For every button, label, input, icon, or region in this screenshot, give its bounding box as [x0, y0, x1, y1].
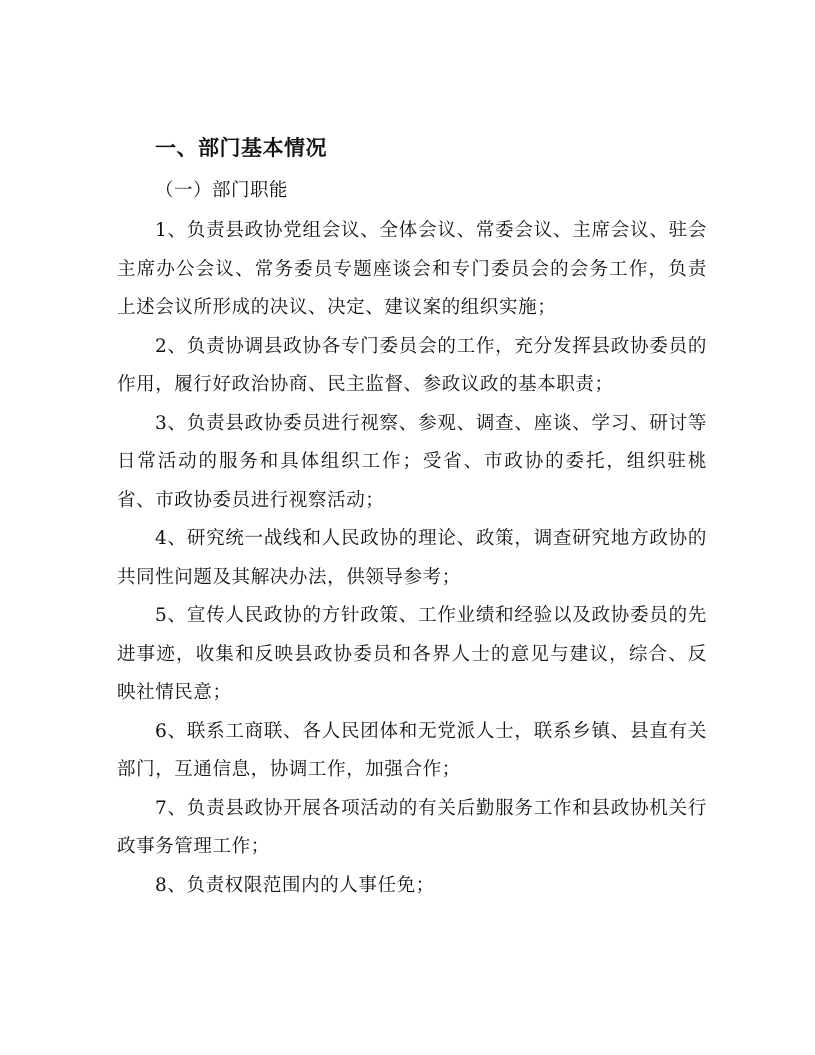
paragraph-item-2: 2、负责协调县政协各专门委员会的工作，充分发挥县政协委员的作用，履行好政治协商、民主监督、参政议政的基本职责；: [117, 335, 707, 395]
subsection-heading: （一）部门职能: [155, 180, 289, 201]
paragraph-item-4: 4、研究统一战线和人民政协的理论、政策，调查研究地方政协的共同性问题及其解决办法，供领导参考；: [117, 528, 707, 588]
paragraph-item-3: 3、负责县政协委员进行视察、参观、调查、座谈、学习、研讨等日常活动的服务和具体组织工作；受省、市政协的委托，组织驻桃省、市政协委员进行视察活动；: [117, 412, 707, 511]
paragraph-item-1: 1、负责县政协党组会议、全体会议、常委会议、主席会议、驻会主席办公会议、常务委员专题座谈会和专门委员会的会务工作，负责上述会议所形成的决议、决定、建议案的组织实施；: [117, 220, 707, 318]
section-heading: 一、部门基本情况: [155, 136, 327, 160]
paragraph-item-6: 6、联系工商联、各人民团体和无党派人士，联系乡镇、县直有关部门，互通信息，协调工作，加强合作；: [117, 720, 707, 780]
paragraph-item-8: 8、负责权限范围内的人事任免；: [155, 874, 435, 896]
paragraph-item-7: 7、负责县政协开展各项活动的有关后勤服务工作和县政协机关行政事务管理工作；: [117, 797, 707, 857]
document-content: [117, 130, 707, 905]
paragraph-item-5: 5、宣传人民政协的方针政策、工作业绩和经验以及政协委员的先进事迹，收集和反映县政协委员和各界人士的意见与建议，综合、反映社情民意；: [117, 605, 707, 703]
